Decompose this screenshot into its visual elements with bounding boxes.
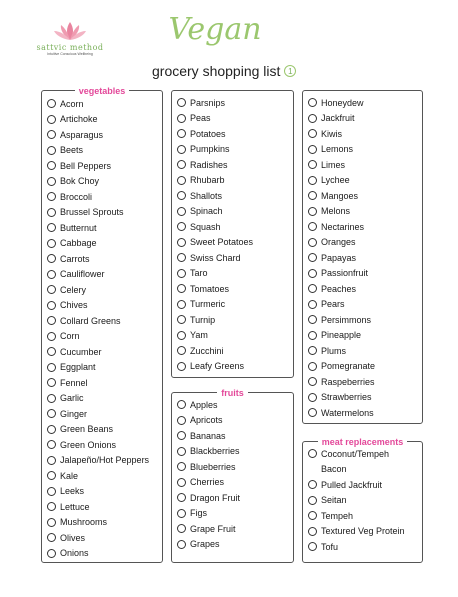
checkbox[interactable] [308, 315, 317, 324]
list-item [177, 397, 240, 413]
list-item [308, 142, 375, 158]
list-item [308, 405, 375, 421]
list-item [308, 157, 375, 173]
item-label: Collard Greens [60, 315, 121, 326]
list-item [177, 490, 240, 506]
item-label: Butternut [60, 222, 97, 233]
checkbox[interactable] [308, 114, 317, 123]
checkbox[interactable] [47, 223, 56, 232]
list-item [47, 484, 149, 500]
item-label: Tofu [321, 541, 339, 552]
list-item [47, 189, 149, 205]
item-label: Oranges [321, 237, 356, 248]
checkbox[interactable] [308, 527, 317, 536]
item-label: Grape Fruit [190, 523, 236, 534]
checkbox[interactable] [177, 509, 186, 518]
checkbox[interactable] [177, 98, 186, 107]
item-label: Asparagus [60, 129, 104, 140]
list-item [47, 422, 149, 438]
checkbox[interactable] [308, 176, 317, 185]
item-label: Swiss Chard [190, 252, 241, 263]
item-label: Pomegranate [321, 361, 376, 372]
item-label: Figs [190, 508, 208, 519]
checkbox[interactable] [177, 253, 186, 262]
item-label: Dragon Fruit [190, 492, 241, 503]
lotus-icon [52, 20, 88, 42]
list-item [177, 188, 253, 204]
list-item [308, 477, 405, 493]
list-item [308, 462, 405, 478]
item-label: Tempeh [321, 510, 354, 521]
meat-replacements-list [308, 446, 405, 555]
checkbox[interactable] [177, 269, 186, 278]
checkbox[interactable] [47, 99, 56, 108]
list-item [308, 446, 405, 462]
checkbox[interactable] [47, 502, 56, 511]
subtitle-text: grocery shopping list [152, 63, 281, 79]
item-label: Green Beans [60, 424, 114, 435]
checkbox[interactable] [308, 300, 317, 309]
checkbox[interactable] [177, 431, 186, 440]
checkbox[interactable] [308, 480, 317, 489]
checkbox[interactable] [47, 425, 56, 434]
checkbox[interactable] [47, 161, 56, 170]
list-item [308, 266, 375, 282]
item-label: Brussel Sprouts [60, 207, 124, 218]
checkbox[interactable] [308, 284, 317, 293]
item-label: Limes [321, 159, 346, 170]
item-label: Zucchini [190, 345, 224, 356]
vegetables-heading: vegetables [75, 86, 130, 96]
item-label: Pumpkins [190, 144, 230, 155]
list-item [47, 158, 149, 174]
item-label: Bacon [321, 464, 347, 475]
list-item [177, 459, 240, 475]
list-item [308, 374, 375, 390]
checkbox[interactable] [177, 416, 186, 425]
list-item [308, 508, 405, 524]
item-label: Olives [60, 532, 86, 543]
item-label: Kale [60, 470, 79, 481]
checkbox[interactable] [308, 222, 317, 231]
page-subtitle [152, 63, 322, 79]
list-item [177, 281, 253, 297]
list-item [177, 343, 253, 359]
item-label: Tomatoes [190, 283, 230, 294]
list-item [47, 546, 149, 562]
list-item [177, 250, 253, 266]
checkbox[interactable] [308, 362, 317, 371]
list-item [47, 453, 149, 469]
item-label: Onions [60, 548, 89, 559]
checkbox[interactable] [177, 478, 186, 487]
list-item [177, 297, 253, 313]
item-label: Potatoes [190, 128, 226, 139]
item-label: Mushrooms [60, 517, 108, 528]
item-label: Garlic [60, 393, 84, 404]
list-item [177, 219, 253, 235]
checkbox[interactable] [177, 191, 186, 200]
list-item [47, 112, 149, 128]
list-item [177, 95, 253, 111]
logo-tagline: Intuitive Conscious Wellbeing [47, 52, 93, 56]
list-item [308, 390, 375, 406]
checkbox[interactable] [308, 511, 317, 520]
list-item [308, 250, 375, 266]
list-item [177, 111, 253, 127]
checkbox[interactable] [308, 207, 317, 216]
list-item [177, 142, 253, 158]
item-label: Radishes [190, 159, 228, 170]
list-item [47, 313, 149, 329]
item-label: Yam [190, 330, 208, 341]
list-item [308, 312, 375, 328]
item-label: Bok Choy [60, 176, 100, 187]
page-title: Vegan [168, 12, 262, 47]
checkbox[interactable] [177, 315, 186, 324]
checkbox[interactable] [308, 269, 317, 278]
item-label: Cauliflower [60, 269, 105, 280]
item-label: Leafy Greens [190, 361, 245, 372]
list-item [177, 413, 240, 429]
checkbox[interactable] [308, 160, 317, 169]
checkbox[interactable] [308, 191, 317, 200]
fruits-continued-box [302, 90, 423, 424]
checkbox[interactable] [47, 456, 56, 465]
checkbox[interactable] [308, 408, 317, 417]
item-label: Chives [60, 300, 88, 311]
checkbox[interactable] [47, 208, 56, 217]
fruits-box [171, 388, 294, 563]
item-label: Nectarines [321, 221, 365, 232]
list-item [308, 343, 375, 359]
checkbox[interactable] [308, 129, 317, 138]
list-item [47, 375, 149, 391]
checkbox[interactable] [308, 496, 317, 505]
checkbox[interactable] [308, 145, 317, 154]
checkbox[interactable] [47, 130, 56, 139]
checkbox[interactable] [177, 300, 186, 309]
checkbox[interactable] [177, 222, 186, 231]
list-item [47, 282, 149, 298]
checkbox[interactable] [47, 270, 56, 279]
list-item [47, 344, 149, 360]
item-label: Honeydew [321, 97, 364, 108]
item-label: Sweet Potatoes [190, 237, 254, 248]
checkbox[interactable] [177, 462, 186, 471]
item-label: Lychee [321, 175, 350, 186]
list-item [47, 174, 149, 190]
item-label: Leeks [60, 486, 85, 497]
list-item [308, 493, 405, 509]
checkbox[interactable] [177, 400, 186, 409]
checkbox[interactable] [177, 524, 186, 533]
checkbox[interactable] [47, 332, 56, 341]
list-item [177, 428, 240, 444]
meat-replacements-heading: meat replacements [318, 437, 408, 447]
item-label: Jalapeño/Hot Peppers [60, 455, 150, 466]
item-label: Lettuce [60, 501, 90, 512]
checkbox[interactable] [308, 449, 317, 458]
checkbox[interactable] [177, 238, 186, 247]
item-label: Plums [321, 345, 347, 356]
item-label: Apricots [190, 415, 223, 426]
checkbox[interactable] [47, 301, 56, 310]
checkbox[interactable] [308, 238, 317, 247]
checkbox[interactable] [308, 377, 317, 386]
list-item [308, 359, 375, 375]
item-label: Green Onions [60, 439, 117, 450]
list-item [47, 499, 149, 515]
list-item [308, 235, 375, 251]
item-label: Pineapple [321, 330, 362, 341]
list-item [47, 530, 149, 546]
list-item [47, 329, 149, 345]
list-item [47, 515, 149, 531]
list-item [308, 219, 375, 235]
list-item [308, 126, 375, 142]
checkbox[interactable] [308, 253, 317, 262]
checkbox[interactable] [47, 363, 56, 372]
list-item [47, 220, 149, 236]
item-label: Watermelons [321, 407, 374, 418]
item-label: Cherries [190, 477, 225, 488]
list-item [308, 111, 375, 127]
checkbox[interactable] [308, 98, 317, 107]
checkbox[interactable] [47, 471, 56, 480]
list-item [47, 251, 149, 267]
checkbox[interactable] [47, 440, 56, 449]
item-label: Passionfruit [321, 268, 369, 279]
checkbox[interactable] [308, 393, 317, 402]
item-label: Blueberries [190, 461, 236, 472]
item-label: Melons [321, 206, 351, 217]
item-label: Coconut/Tempeh [321, 448, 390, 459]
checkbox[interactable] [47, 254, 56, 263]
item-label: Parsnips [190, 97, 226, 108]
checkbox[interactable] [177, 493, 186, 502]
checkbox[interactable] [177, 362, 186, 371]
checkbox[interactable] [177, 114, 186, 123]
checkbox[interactable] [47, 239, 56, 248]
checkbox[interactable] [47, 394, 56, 403]
item-label: Cabbage [60, 238, 97, 249]
list-item [177, 475, 240, 491]
checkbox[interactable] [177, 447, 186, 456]
checkbox[interactable] [47, 549, 56, 558]
item-label: Fennel [60, 377, 88, 388]
item-label: Apples [190, 399, 218, 410]
meat-replacements-box [302, 437, 423, 563]
item-label: Strawberries [321, 392, 372, 403]
list-item [308, 204, 375, 220]
list-item [177, 157, 253, 173]
checkbox[interactable] [177, 540, 186, 549]
item-label: Lemons [321, 144, 354, 155]
item-label: Cucumber [60, 346, 102, 357]
checkbox[interactable] [47, 146, 56, 155]
checkbox[interactable] [308, 542, 317, 551]
item-label: Papayas [321, 252, 357, 263]
item-label: Textured Veg Protein [321, 526, 405, 537]
checkbox[interactable] [177, 129, 186, 138]
item-label: Persimmons [321, 314, 372, 325]
list-item [308, 173, 375, 189]
checkbox[interactable] [47, 378, 56, 387]
list-item [47, 360, 149, 376]
list-item [308, 297, 375, 313]
item-label: Acorn [60, 98, 84, 109]
list-item [308, 95, 375, 111]
item-label: Taro [190, 268, 208, 279]
item-label: Peas [190, 113, 211, 124]
list-item [177, 359, 253, 375]
checkbox[interactable] [47, 409, 56, 418]
checkbox[interactable] [177, 284, 186, 293]
item-label: Blackberries [190, 446, 240, 457]
checkbox[interactable] [47, 115, 56, 124]
item-label: Bell Peppers [60, 160, 112, 171]
item-label: Raspeberries [321, 376, 375, 387]
list-item [177, 312, 253, 328]
checkbox[interactable] [47, 285, 56, 294]
checkbox[interactable] [47, 518, 56, 527]
checkbox[interactable] [177, 160, 186, 169]
list-item [47, 143, 149, 159]
item-label: Spinach [190, 206, 223, 217]
vegetables-continued-list [177, 95, 253, 374]
checkbox[interactable] [308, 346, 317, 355]
list-item [177, 235, 253, 251]
checkbox[interactable] [47, 316, 56, 325]
item-label: Broccoli [60, 191, 93, 202]
brand-logo [30, 20, 110, 57]
list-item [47, 468, 149, 484]
list-item [47, 406, 149, 422]
page-number-badge: 1 [284, 65, 296, 77]
list-item [177, 173, 253, 189]
checkbox[interactable] [47, 177, 56, 186]
item-label: Turmeric [190, 299, 226, 310]
item-label: Mangoes [321, 190, 359, 201]
checkbox-spacer [308, 465, 317, 474]
fruits-heading: fruits [217, 388, 248, 398]
checkbox[interactable] [47, 533, 56, 542]
checkbox[interactable] [47, 192, 56, 201]
checkbox[interactable] [177, 176, 186, 185]
item-label: Pears [321, 299, 345, 310]
list-item [47, 205, 149, 221]
fruits-list [177, 397, 240, 552]
vegetables-list [47, 96, 149, 561]
item-label: Bananas [190, 430, 226, 441]
item-label: Beets [60, 145, 84, 156]
list-item [177, 126, 253, 142]
list-item [177, 266, 253, 282]
list-item [177, 444, 240, 460]
item-label: Seitan [321, 495, 347, 506]
item-label: Peaches [321, 283, 357, 294]
item-label: Grapes [190, 539, 220, 550]
list-item [47, 437, 149, 453]
list-item [308, 539, 405, 555]
list-item [47, 267, 149, 283]
logo-name: sattvic method [36, 43, 104, 52]
item-label: Carrots [60, 253, 90, 264]
list-item [47, 236, 149, 252]
list-item [47, 127, 149, 143]
list-item [308, 328, 375, 344]
item-label: Eggplant [60, 362, 96, 373]
checkbox[interactable] [47, 347, 56, 356]
list-item [177, 204, 253, 220]
list-item [177, 328, 253, 344]
checkbox[interactable] [47, 487, 56, 496]
fruits-continued-list [308, 95, 375, 421]
list-item [308, 524, 405, 540]
item-label: Turnip [190, 314, 216, 325]
item-label: Kiwis [321, 128, 343, 139]
list-item [47, 96, 149, 112]
checkbox[interactable] [177, 346, 186, 355]
item-label: Celery [60, 284, 87, 295]
item-label: Squash [190, 221, 221, 232]
checkbox[interactable] [177, 145, 186, 154]
vegetables-box [41, 86, 163, 563]
item-label: Jackfruit [321, 113, 355, 124]
item-label: Artichoke [60, 114, 98, 125]
checkbox[interactable] [177, 331, 186, 340]
list-item [308, 188, 375, 204]
checkbox[interactable] [177, 207, 186, 216]
vegetables-continued-box [171, 90, 294, 378]
item-label: Ginger [60, 408, 88, 419]
list-item [47, 391, 149, 407]
item-label: Pulled Jackfruit [321, 479, 383, 490]
list-item [177, 537, 240, 553]
list-item [308, 281, 375, 297]
item-label: Shallots [190, 190, 223, 201]
list-item [47, 298, 149, 314]
list-item [177, 521, 240, 537]
item-label: Corn [60, 331, 80, 342]
item-label: Rhubarb [190, 175, 225, 186]
list-item [177, 506, 240, 522]
checkbox[interactable] [308, 331, 317, 340]
